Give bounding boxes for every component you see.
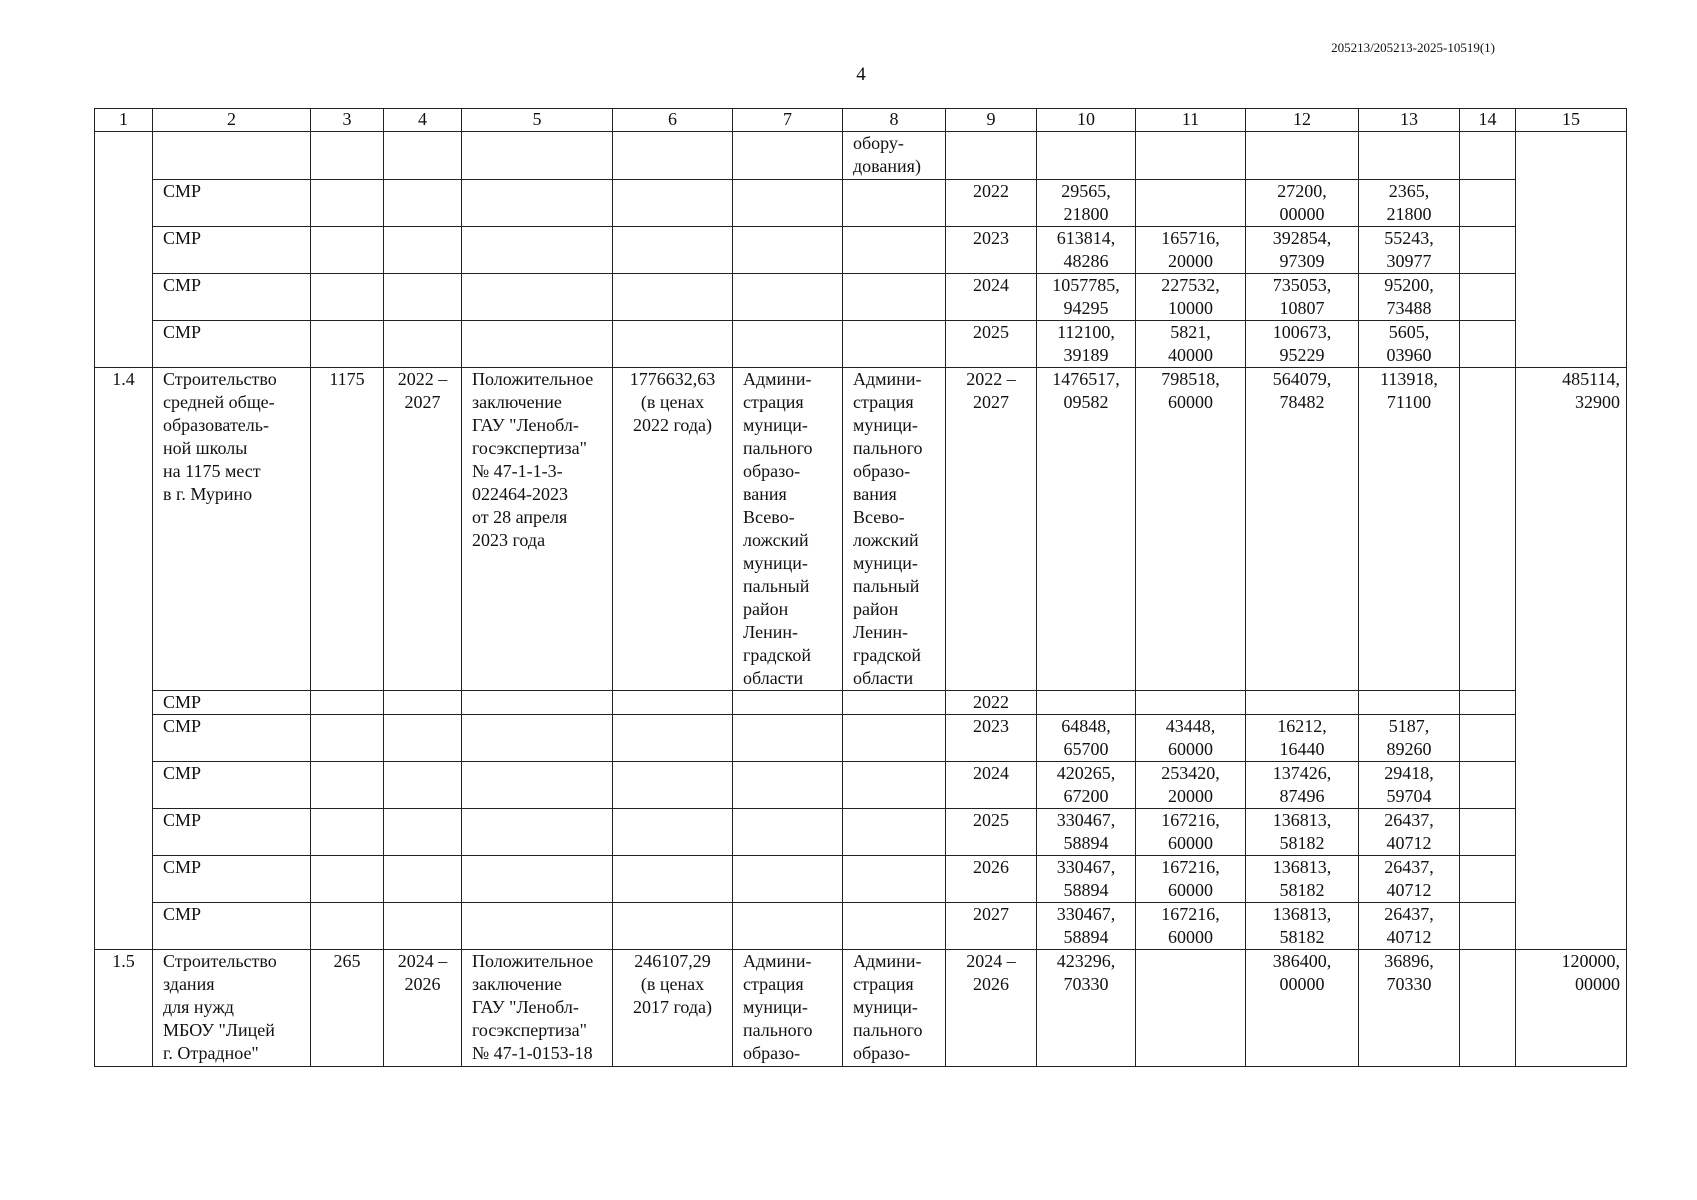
developer: [843, 274, 946, 321]
regional-amount: 16212, 16440: [1246, 715, 1359, 762]
col-14: [1460, 227, 1516, 274]
table-row: [95, 180, 1627, 227]
developer: [843, 762, 946, 809]
customer: [733, 227, 843, 274]
developer: Админи- страция муници- пального образо-: [843, 950, 946, 1067]
local-amount: 2365, 21800: [1359, 180, 1460, 227]
period: 2024 – 2026: [384, 950, 462, 1067]
col-14: [1460, 903, 1516, 950]
item-name: СМР: [153, 321, 311, 368]
period: [384, 227, 462, 274]
expertise: [462, 856, 613, 903]
col-header: 5: [462, 109, 613, 132]
period: [384, 321, 462, 368]
developer: [843, 321, 946, 368]
total-amount: [1037, 691, 1136, 715]
regional-amount: 386400, 00000: [1246, 950, 1359, 1067]
regional-amount: 136813, 58182: [1246, 809, 1359, 856]
developer: [843, 715, 946, 762]
table-row: [95, 321, 1627, 368]
item-name: СМР: [153, 715, 311, 762]
period: [384, 274, 462, 321]
period: [384, 762, 462, 809]
regional-amount: 735053, 10807: [1246, 274, 1359, 321]
item-name: [153, 132, 311, 180]
item-name: СМР: [153, 691, 311, 715]
federal-amount: 798518, 60000: [1136, 368, 1246, 691]
document-number: 205213/205213-2025-10519(1): [1331, 40, 1495, 55]
col-header: 9: [946, 109, 1037, 132]
estimate: [613, 274, 733, 321]
customer: [733, 132, 843, 180]
col-14: [1460, 368, 1516, 691]
total-amount: 330467, 58894: [1037, 903, 1136, 950]
local-amount: 26437, 40712: [1359, 809, 1460, 856]
col-header: 15: [1516, 109, 1627, 132]
item-name: СМР: [153, 227, 311, 274]
period: [384, 856, 462, 903]
expertise: [462, 809, 613, 856]
col-header: 6: [613, 109, 733, 132]
col-header: 10: [1037, 109, 1136, 132]
estimate: [613, 762, 733, 809]
developer: [843, 227, 946, 274]
col-14: [1460, 809, 1516, 856]
customer: [733, 809, 843, 856]
estimate: [613, 132, 733, 180]
estimate: 1776632,63 (в ценах 2022 года): [613, 368, 733, 691]
total-amount: 112100, 39189: [1037, 321, 1136, 368]
item-name: Строительство здания для нужд МБОУ "Лицей г. Отрадное": [153, 950, 311, 1067]
estimate: [613, 856, 733, 903]
estimate: [613, 691, 733, 715]
total-amount: [1037, 132, 1136, 180]
table-row: [95, 132, 1627, 180]
data-table: [94, 108, 1627, 1067]
capacity: [311, 321, 384, 368]
item-name: СМР: [153, 809, 311, 856]
capacity: 265: [311, 950, 384, 1067]
estimate: [613, 809, 733, 856]
local-amount: 26437, 40712: [1359, 903, 1460, 950]
period: [384, 691, 462, 715]
col-header: 1: [95, 109, 153, 132]
total-amount: 423296, 70330: [1037, 950, 1136, 1067]
developer: [843, 180, 946, 227]
customer: [733, 762, 843, 809]
local-amount: 5605, 03960: [1359, 321, 1460, 368]
col-14: [1460, 691, 1516, 715]
local-amount: [1359, 132, 1460, 180]
expertise: [462, 903, 613, 950]
local-amount: 55243, 30977: [1359, 227, 1460, 274]
year: [946, 132, 1037, 180]
total-amount: 29565, 21800: [1037, 180, 1136, 227]
total-amount: 613814, 48286: [1037, 227, 1136, 274]
year: 2027: [946, 903, 1037, 950]
col-header: 13: [1359, 109, 1460, 132]
federal-amount: [1136, 950, 1246, 1067]
federal-amount: [1136, 691, 1246, 715]
item-name: СМР: [153, 856, 311, 903]
local-amount: 5187, 89260: [1359, 715, 1460, 762]
total-amount: 330467, 58894: [1037, 809, 1136, 856]
year: 2022: [946, 691, 1037, 715]
regional-amount: 137426, 87496: [1246, 762, 1359, 809]
capacity: [311, 715, 384, 762]
regional-amount: 27200, 00000: [1246, 180, 1359, 227]
year: 2022: [946, 180, 1037, 227]
expertise: [462, 762, 613, 809]
total-amount: 64848, 65700: [1037, 715, 1136, 762]
customer: Админи- страция муници- пального образо-: [733, 950, 843, 1067]
local-amount: 95200, 73488: [1359, 274, 1460, 321]
estimate: [613, 903, 733, 950]
item-number: [95, 132, 153, 368]
period: [384, 180, 462, 227]
column-number-row: [95, 109, 1627, 132]
period: [384, 715, 462, 762]
item-number: 1.4: [95, 368, 153, 950]
estimate: [613, 321, 733, 368]
federal-amount: 167216, 60000: [1136, 903, 1246, 950]
federal-amount: 167216, 60000: [1136, 809, 1246, 856]
expertise: [462, 715, 613, 762]
customer: [733, 274, 843, 321]
capacity: [311, 132, 384, 180]
table-row: [95, 762, 1627, 809]
table-row: [95, 691, 1627, 715]
period: 2022 – 2027: [384, 368, 462, 691]
table-row: [95, 950, 1627, 1067]
capacity: [311, 762, 384, 809]
year: 2024 – 2026: [946, 950, 1037, 1067]
local-amount: 26437, 40712: [1359, 856, 1460, 903]
developer: [843, 856, 946, 903]
regional-amount: 392854, 97309: [1246, 227, 1359, 274]
total-amount: 330467, 58894: [1037, 856, 1136, 903]
capacity: [311, 180, 384, 227]
item-name: СМР: [153, 762, 311, 809]
item-name: СМР: [153, 903, 311, 950]
col-14: [1460, 950, 1516, 1067]
federal-amount: 227532, 10000: [1136, 274, 1246, 321]
local-amount: 36896, 70330: [1359, 950, 1460, 1067]
customer: Админи- страция муници- пального образо- вания Всево- ложский муници- пальный район Ленин- градской области: [733, 368, 843, 691]
expertise: [462, 691, 613, 715]
year: 2025: [946, 321, 1037, 368]
page-number: 4: [856, 64, 866, 85]
col-14: [1460, 762, 1516, 809]
col-header: 4: [384, 109, 462, 132]
period: [384, 903, 462, 950]
developer: обору- дования): [843, 132, 946, 180]
regional-amount: [1246, 132, 1359, 180]
col-14: [1460, 856, 1516, 903]
table-row: [95, 856, 1627, 903]
item-name: Строительство средней обще- образователь- ной школы на 1175 мест в г. Мурино: [153, 368, 311, 691]
federal-amount: 165716, 20000: [1136, 227, 1246, 274]
table-row: [95, 227, 1627, 274]
period: [384, 132, 462, 180]
expertise: [462, 274, 613, 321]
col-header: 2: [153, 109, 311, 132]
year: 2023: [946, 715, 1037, 762]
year: 2024: [946, 274, 1037, 321]
estimate: [613, 227, 733, 274]
estimate: [613, 715, 733, 762]
estimate: 246107,29 (в ценах 2017 года): [613, 950, 733, 1067]
expertise: [462, 180, 613, 227]
customer: [733, 180, 843, 227]
expertise: [462, 227, 613, 274]
col-header: 7: [733, 109, 843, 132]
col-14: [1460, 715, 1516, 762]
col-15: 120000, 00000: [1516, 950, 1627, 1067]
col-15: 485114, 32900: [1516, 368, 1627, 950]
customer: [733, 691, 843, 715]
regional-amount: 564079, 78482: [1246, 368, 1359, 691]
col-header: 12: [1246, 109, 1359, 132]
item-name: СМР: [153, 274, 311, 321]
total-amount: 1057785, 94295: [1037, 274, 1136, 321]
table-row: [95, 274, 1627, 321]
col-header: 14: [1460, 109, 1516, 132]
col-14: [1460, 274, 1516, 321]
year: 2023: [946, 227, 1037, 274]
year: 2024: [946, 762, 1037, 809]
capacity: [311, 691, 384, 715]
capacity: 1175: [311, 368, 384, 691]
expertise: [462, 321, 613, 368]
year: 2022 – 2027: [946, 368, 1037, 691]
customer: [733, 715, 843, 762]
total-amount: 1476517, 09582: [1037, 368, 1136, 691]
year: 2025: [946, 809, 1037, 856]
table-row: [95, 809, 1627, 856]
local-amount: 29418, 59704: [1359, 762, 1460, 809]
federal-amount: [1136, 132, 1246, 180]
capacity: [311, 274, 384, 321]
expertise: [462, 132, 613, 180]
col-14: [1460, 180, 1516, 227]
customer: [733, 903, 843, 950]
federal-amount: 167216, 60000: [1136, 856, 1246, 903]
col-header: 3: [311, 109, 384, 132]
federal-amount: 5821, 40000: [1136, 321, 1246, 368]
capacity: [311, 809, 384, 856]
regional-amount: 136813, 58182: [1246, 856, 1359, 903]
item-name: СМР: [153, 180, 311, 227]
developer: [843, 903, 946, 950]
col-15: [1516, 132, 1627, 368]
local-amount: 113918, 71100: [1359, 368, 1460, 691]
regional-amount: 136813, 58182: [1246, 903, 1359, 950]
federal-amount: 253420, 20000: [1136, 762, 1246, 809]
capacity: [311, 856, 384, 903]
col-header: 11: [1136, 109, 1246, 132]
federal-amount: [1136, 180, 1246, 227]
expertise: Положительное заключение ГАУ "Ленобл- госэкспертиза" № 47-1-1-3- 022464-2023 от 28 апреля 2023 года: [462, 368, 613, 691]
expertise: Положительное заключение ГАУ "Ленобл- госэкспертиза" № 47-1-0153-18: [462, 950, 613, 1067]
developer: Админи- страция муници- пального образо- вания Всево- ложский муници- пальный район Ленин- градской области: [843, 368, 946, 691]
developer: [843, 809, 946, 856]
customer: [733, 856, 843, 903]
item-number: 1.5: [95, 950, 153, 1067]
table-row: [95, 368, 1627, 691]
regional-amount: 100673, 95229: [1246, 321, 1359, 368]
capacity: [311, 227, 384, 274]
customer: [733, 321, 843, 368]
federal-amount: 43448, 60000: [1136, 715, 1246, 762]
col-14: [1460, 321, 1516, 368]
table-row: [95, 715, 1627, 762]
local-amount: [1359, 691, 1460, 715]
total-amount: 420265, 67200: [1037, 762, 1136, 809]
period: [384, 809, 462, 856]
regional-amount: [1246, 691, 1359, 715]
developer: [843, 691, 946, 715]
capacity: [311, 903, 384, 950]
col-header: 8: [843, 109, 946, 132]
estimate: [613, 180, 733, 227]
table-row: [95, 903, 1627, 950]
year: 2026: [946, 856, 1037, 903]
col-14: [1460, 132, 1516, 180]
